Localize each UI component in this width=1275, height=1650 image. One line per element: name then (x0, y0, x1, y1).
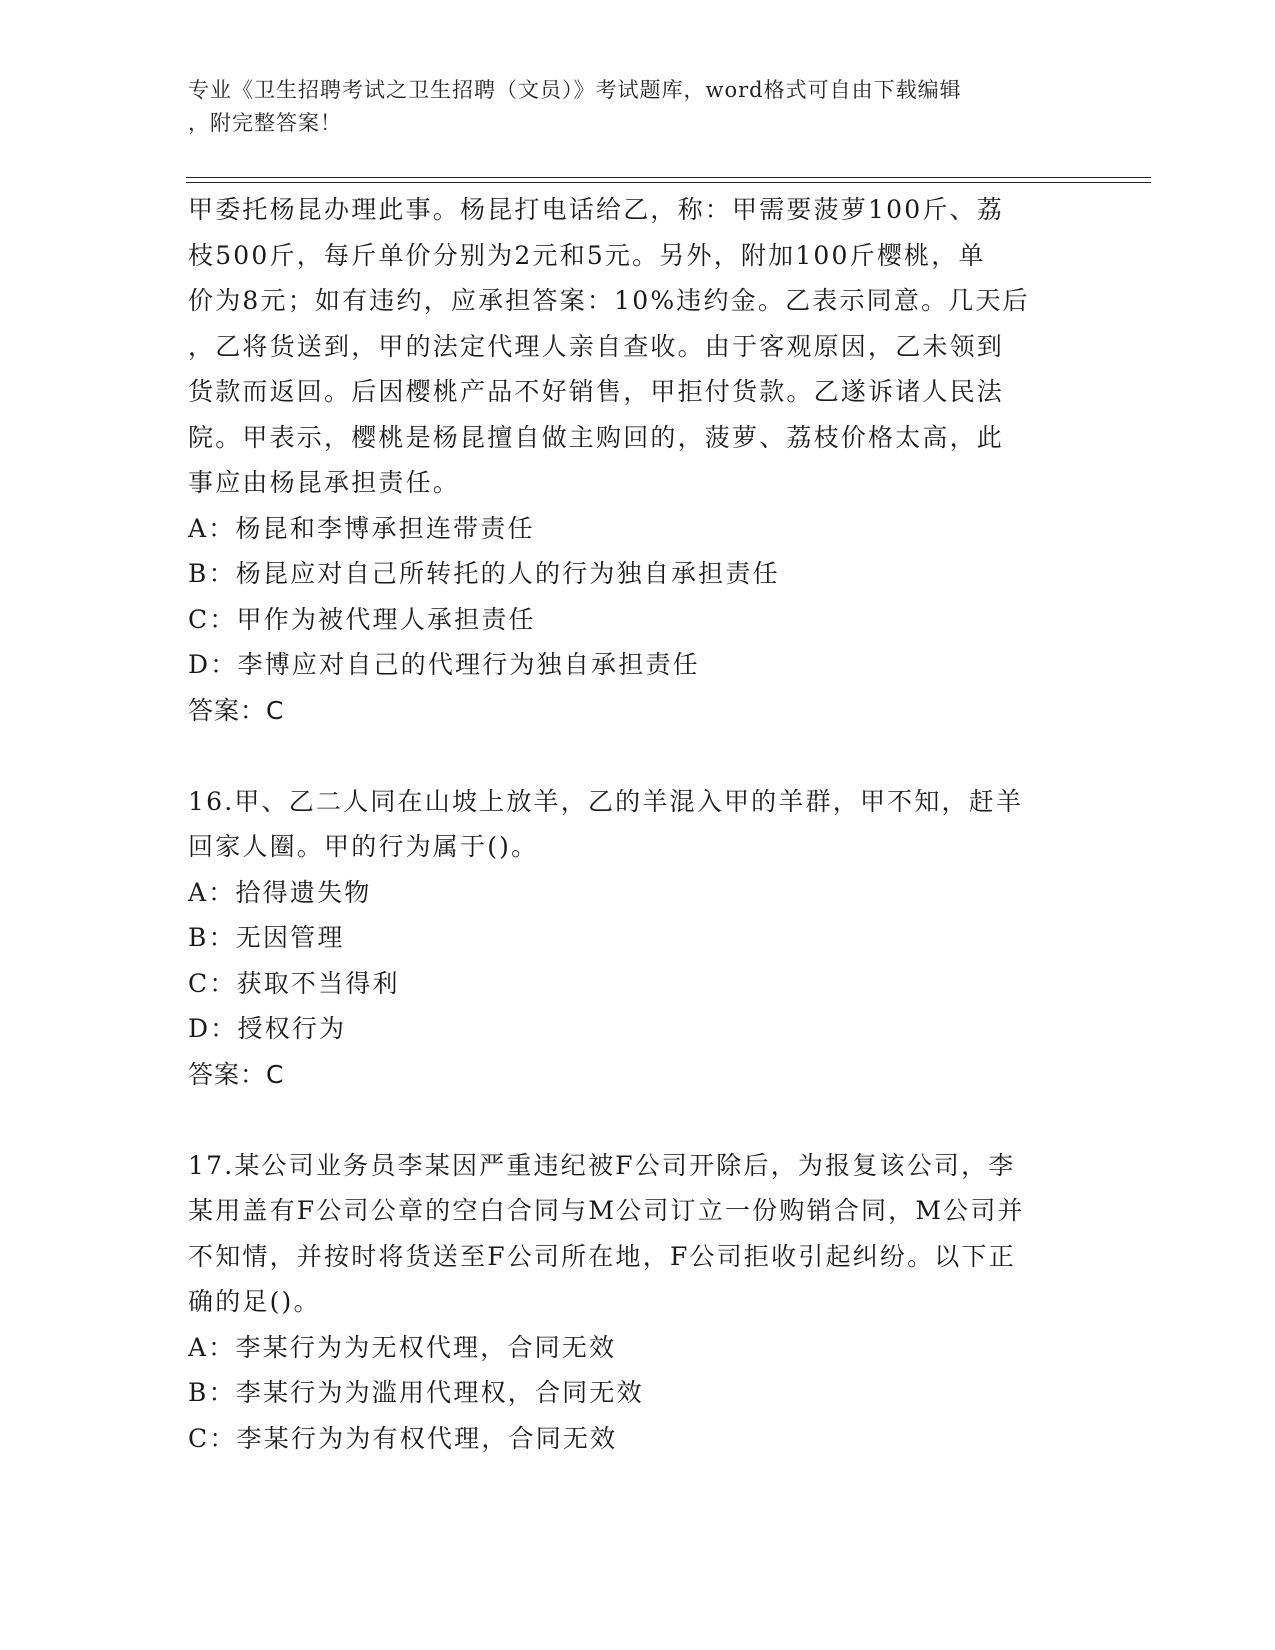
header-line-1: 专业《卫生招聘考试之卫生招聘（文员）》考试题库，word格式可自由下载编辑 (188, 78, 962, 102)
header-rule-top (186, 177, 1151, 178)
question-17 (188, 1143, 1088, 1462)
question-stem-line: 16.甲、乙二人同在山坡上放羊，乙的羊混入甲的羊群，甲不知，赶羊 (188, 786, 1024, 816)
question-16 (188, 779, 1088, 1098)
question-15 (188, 187, 1088, 733)
question-stem-line: 事应由杨昆承担责任。 (188, 468, 461, 497)
option-b: B：杨昆应对自己所转托的人的行为独自承担责任 (188, 559, 780, 588)
header-rule-bottom (186, 182, 1151, 183)
option-c: C：甲作为被代理人承担责任 (188, 604, 536, 634)
question-stem-line: 甲委托杨昆办理此事。杨昆打电话给乙，称：甲需要菠萝100斤、荔 (188, 195, 1004, 224)
document-header (188, 74, 1088, 140)
question-stem-line: 不知情，并按时将货送至F公司所在地，F公司拒收引起纠纷。以下正 (188, 1241, 1016, 1271)
header-line-2: ，附完整答案！ (188, 111, 342, 135)
question-spacer (188, 1097, 1088, 1143)
option-d: D：授权行为 (188, 1014, 347, 1043)
question-stem-line: 院。甲表示，樱桃是杨昆擅自做主购回的，菠萝、荔枝价格太高，此 (188, 422, 1005, 452)
option-a: A：李某行为为无权代理，合同无效 (188, 1332, 617, 1362)
option-d: D：李博应对自己的代理行为独自承担责任 (188, 650, 700, 679)
question-stem-line: 回家人圈。甲的行为属于()。 (188, 832, 539, 861)
question-stem-line: 17.某公司业务员李某因严重违纪被F公司开除后，为报复该公司，李 (188, 1150, 1016, 1180)
question-stem-line: 某用盖有F公司公章的空白合同与M公司订立一份购销合同，M公司并 (188, 1196, 1025, 1225)
question-stem-line: 货款而返回。后因樱桃产品不好销售，甲拒付货款。乙遂诉诸人民法 (188, 377, 1005, 406)
question-spacer (188, 733, 1088, 779)
question-stem-line: 枝500斤，每斤单价分别为2元和5元。另外，附加100斤樱桃，单 (188, 240, 986, 270)
option-c: C：李某行为为有权代理，合同无效 (188, 1423, 618, 1453)
option-c: C：获取不当得利 (188, 968, 400, 998)
question-stem-line: 价为8元；如有违约，应承担答案：10%违约金。乙表示同意。几天后 (188, 286, 1030, 315)
answer-line: 答案：C (188, 1059, 285, 1089)
document-body (188, 187, 1088, 1461)
option-b: B：无因管理 (188, 923, 345, 952)
question-stem-line: 确的足()。 (188, 1287, 321, 1316)
option-a: A：拾得遗失物 (188, 877, 372, 907)
option-b: B：李某行为为滥用代理权，合同无效 (188, 1378, 644, 1407)
answer-line: 答案：C (188, 695, 285, 725)
option-a: A：杨昆和李博承担连带责任 (188, 513, 535, 543)
question-stem-line: ，乙将货送到，甲的法定代理人亲自查收。由于客观原因，乙未领到 (188, 331, 1005, 361)
